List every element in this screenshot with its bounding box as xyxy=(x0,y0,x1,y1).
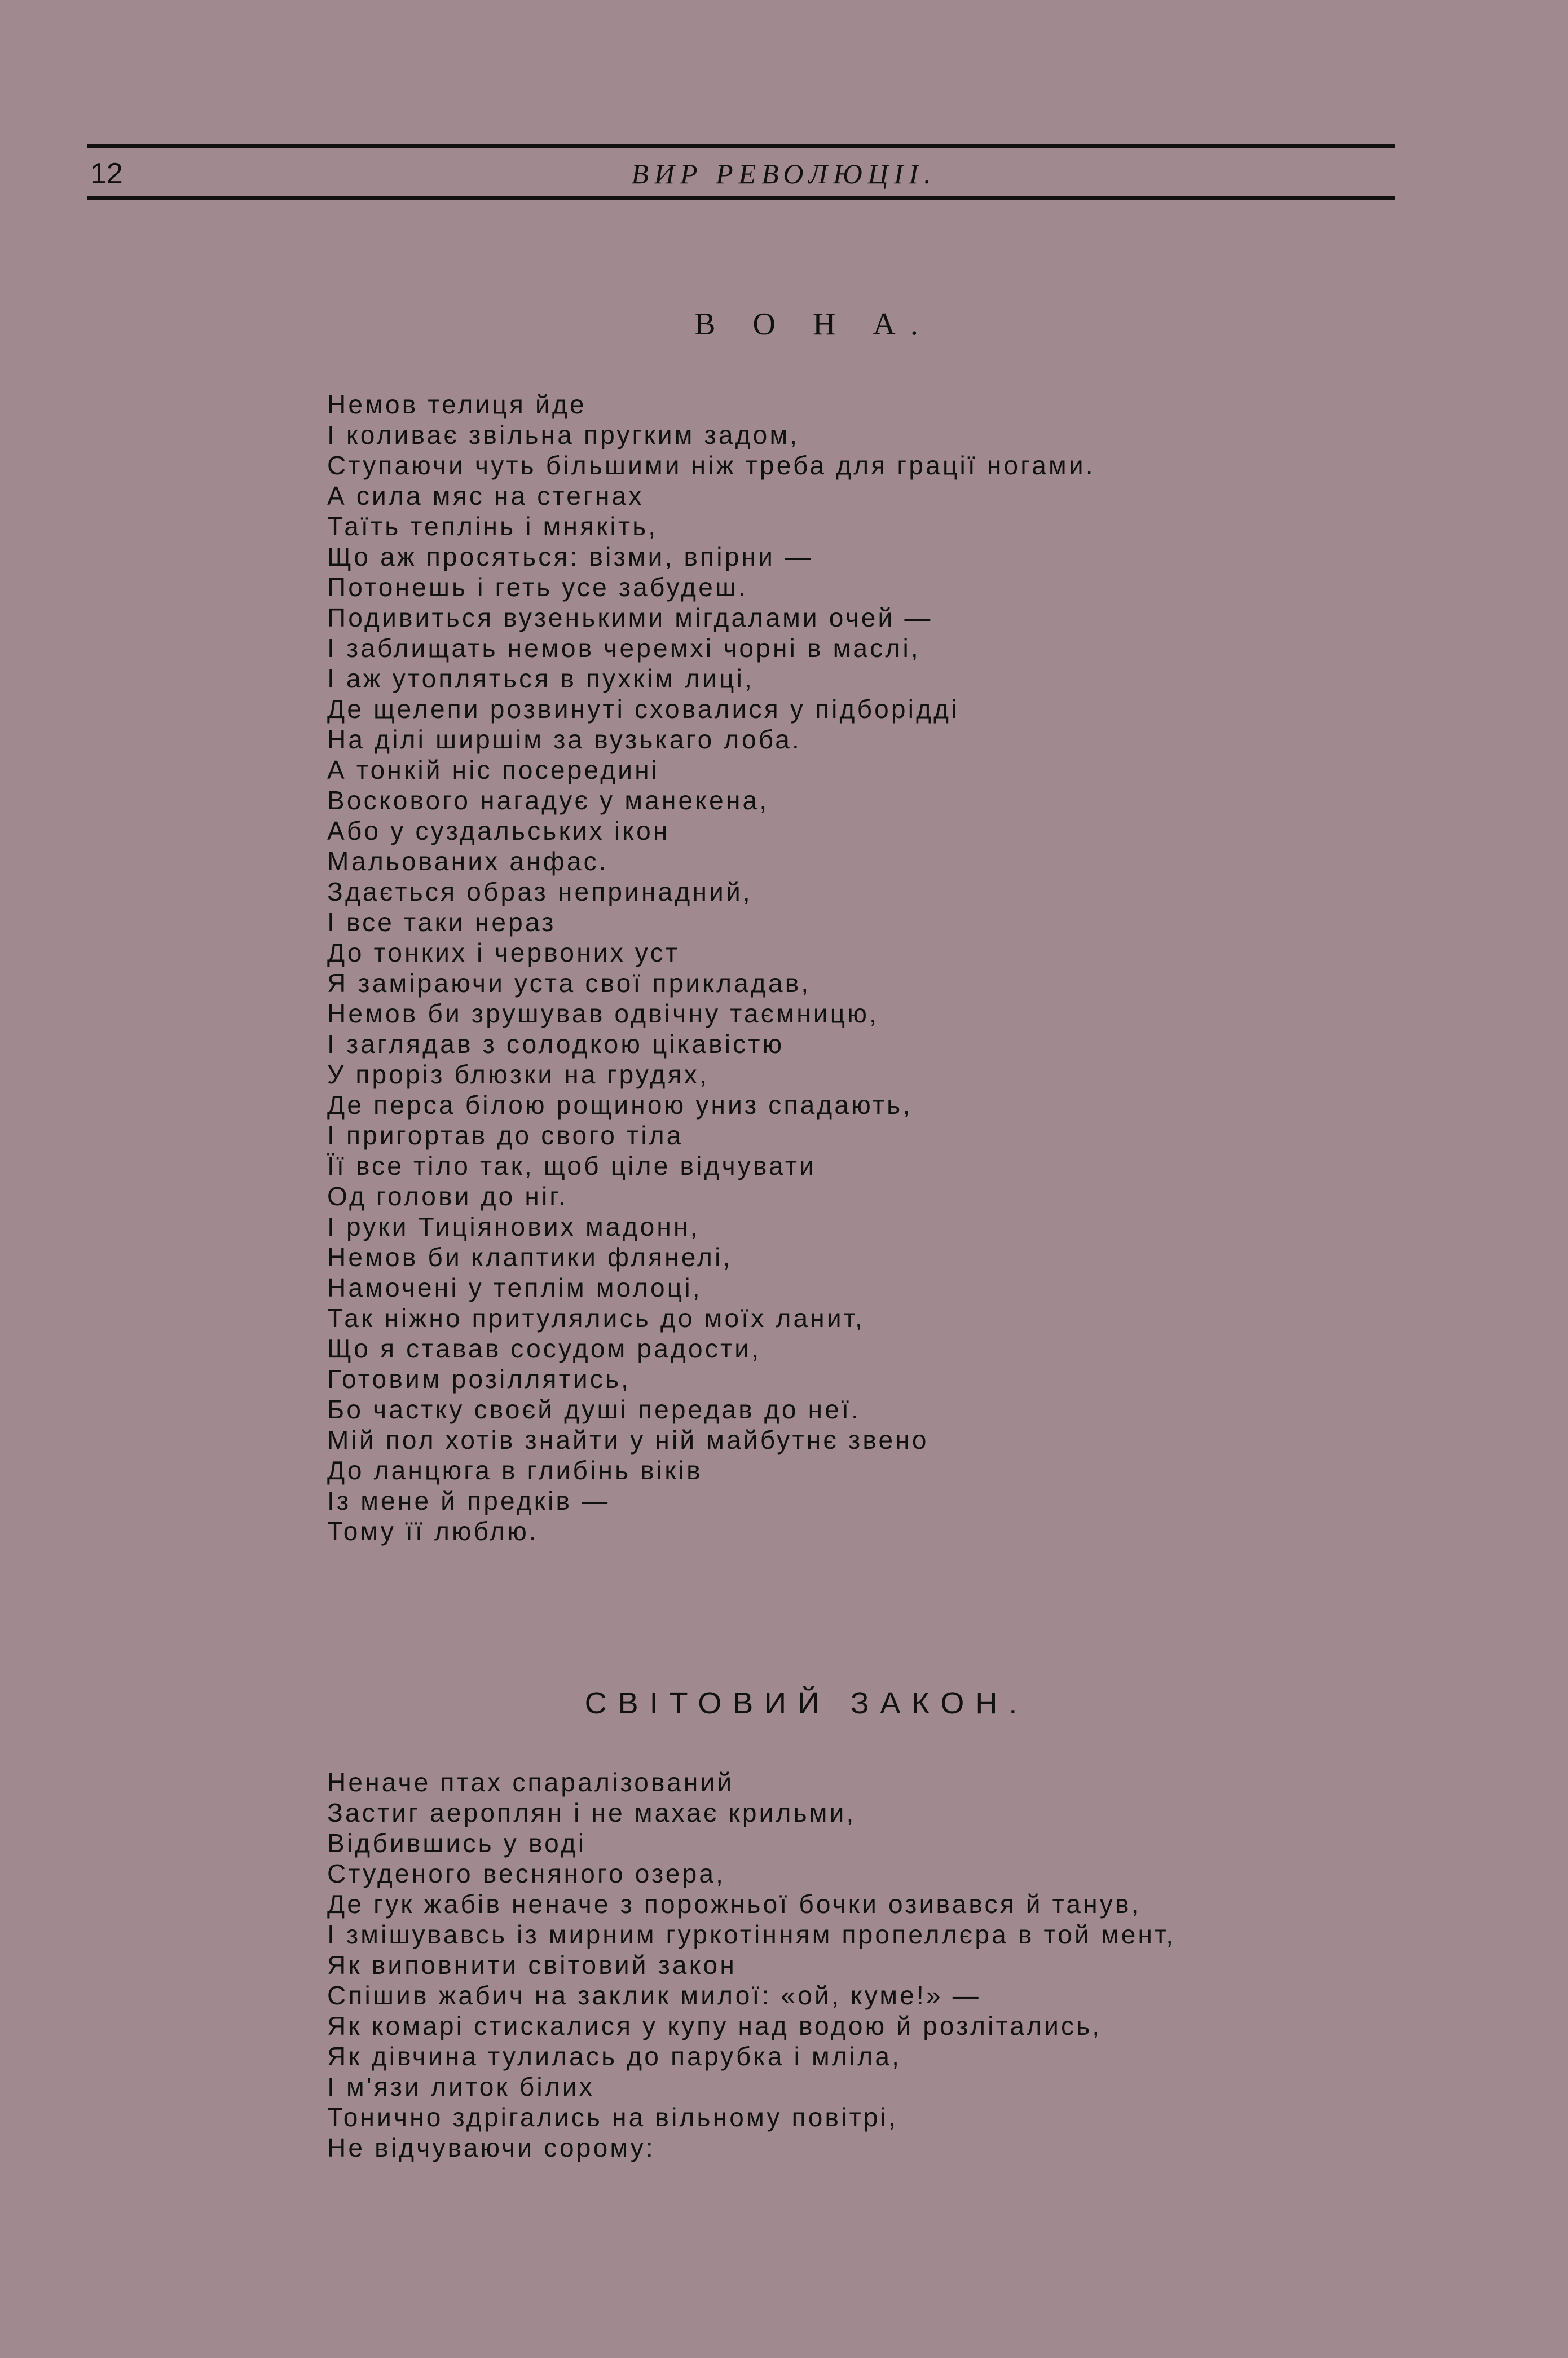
poem-line: Не відчуваючи сорому: xyxy=(327,2133,655,2162)
running-head: ВИР РЕВОЛЮЦІІ. xyxy=(631,158,937,189)
poem-line: Відбившись у воді xyxy=(327,1828,587,1858)
poem-line: Як виповнити світовий закон xyxy=(327,1950,737,1980)
poem-line: Тонично здрігались на вільному повітрі, xyxy=(327,2103,898,2132)
poem-line: І змішувавсь із мирним гуркотінням пропеллєра в той мент, xyxy=(327,1920,1176,1949)
poem-line: Де перса білою рощиною униз спадають, xyxy=(327,1090,913,1120)
poem-line: І м'язи литок білих xyxy=(327,2072,594,2101)
poem-vona-text xyxy=(327,389,1399,1546)
poem-line: Мій пол хотів знайти у ній майбутнє звено xyxy=(327,1425,929,1455)
poem-line: Од голови до ніг. xyxy=(327,1182,568,1211)
poem-line: І коливає звільна пругким задом, xyxy=(327,420,800,449)
poem-line: І заблищать немов черемхі чорні в маслі, xyxy=(327,633,920,663)
poem-line: Потонешь і геть усе забудеш. xyxy=(327,572,748,602)
poem-line: Готовим розіллятись, xyxy=(327,1364,631,1394)
poem-line: І аж утопляться в пухкім лиці, xyxy=(327,664,754,693)
poem-line: Із мене й предків — xyxy=(327,1486,610,1515)
poem-line: Здається образ непринадний, xyxy=(327,877,752,906)
poem-line: Студеного весняного озера, xyxy=(327,1859,726,1888)
poem-svitovyi-zakon-text xyxy=(327,1767,1399,2163)
poem-line: Мальованих анфас. xyxy=(327,847,609,876)
poem-line: Як комарі стискалися у купу над водою й розлітались, xyxy=(327,2011,1102,2040)
poem-line: У проріз блюзки на грудях, xyxy=(327,1060,709,1089)
poem-title-vona: В О Н А. xyxy=(694,307,933,342)
header-rule-bottom xyxy=(87,196,1395,200)
poem-line: Таїть теплінь і мнякіть, xyxy=(327,512,658,541)
poem-line: На ділі ширшім за вузькаго лоба. xyxy=(327,725,801,754)
header-rule-top xyxy=(87,144,1395,148)
poem-line: Неначе птах спаралізований xyxy=(327,1768,734,1797)
poem-line: Немов би зрушував одвічну таємницю, xyxy=(327,999,879,1028)
poem-line: Де щелепи розвинуті сховалися у підборідді xyxy=(327,694,959,724)
poem-line: І все таки нераз xyxy=(327,907,556,937)
poem-line: Що я ставав сосудом радости, xyxy=(327,1334,761,1363)
poem-line: Ступаючи чуть більшими ніж треба для грації ногами. xyxy=(327,451,1095,480)
poem-line: Я заміраючи уста свої прикладав, xyxy=(327,968,811,998)
poem-line: Немов телиця йде xyxy=(327,390,587,419)
page-number: 12 xyxy=(90,157,123,190)
poem-line: Подивиться вузенькими мігдалами очей — xyxy=(327,603,933,632)
poem-line: Спішив жабич на заклик милої: «ой, куме!» — xyxy=(327,1981,981,2010)
poem-line: До ланцюга в глибінь віків xyxy=(327,1456,703,1485)
poem-line: Як дівчина тулилась до парубка і мліла, xyxy=(327,2042,902,2071)
poem-line: Тому її люблю. xyxy=(327,1517,539,1546)
poem-line: Так ніжно притулялись до моїх ланит, xyxy=(327,1303,865,1333)
poem-line: Що аж просяться: візми, впірни — xyxy=(327,542,813,571)
poem-line: А сила мяс на стегнах xyxy=(327,481,644,510)
poem-line: Де гук жабів неначе з порожньої бочки озивався й танув, xyxy=(327,1889,1141,1919)
poem-line: І пригортав до свого тіла xyxy=(327,1121,684,1150)
poem-line: Бо частку своєй душі передав до неї. xyxy=(327,1395,861,1424)
poem-line: А тонкій ніс посередині xyxy=(327,755,660,784)
poem-line: До тонких і червоних уст xyxy=(327,938,680,967)
poem-line: І заглядав з солодкою цікавістю xyxy=(327,1029,785,1059)
poem-line: І руки Тиціянових мадонн, xyxy=(327,1212,700,1241)
poem-line: Її все тіло так, щоб ціле відчувати xyxy=(327,1151,816,1180)
poem-line: Або у суздальських ікон xyxy=(327,816,670,845)
poem-line: Намочені у теплім молоці, xyxy=(327,1273,702,1302)
poem-title-svitovyi-zakon: СВІТОВИЙ ЗАКОН. xyxy=(584,1686,1029,1720)
poem-line: Застиг аероплян і не махає крильми, xyxy=(327,1798,856,1827)
poem-line: Немов би клаптики флянелі, xyxy=(327,1242,733,1272)
poem-line: Воскового нагадує у манекена, xyxy=(327,786,769,815)
